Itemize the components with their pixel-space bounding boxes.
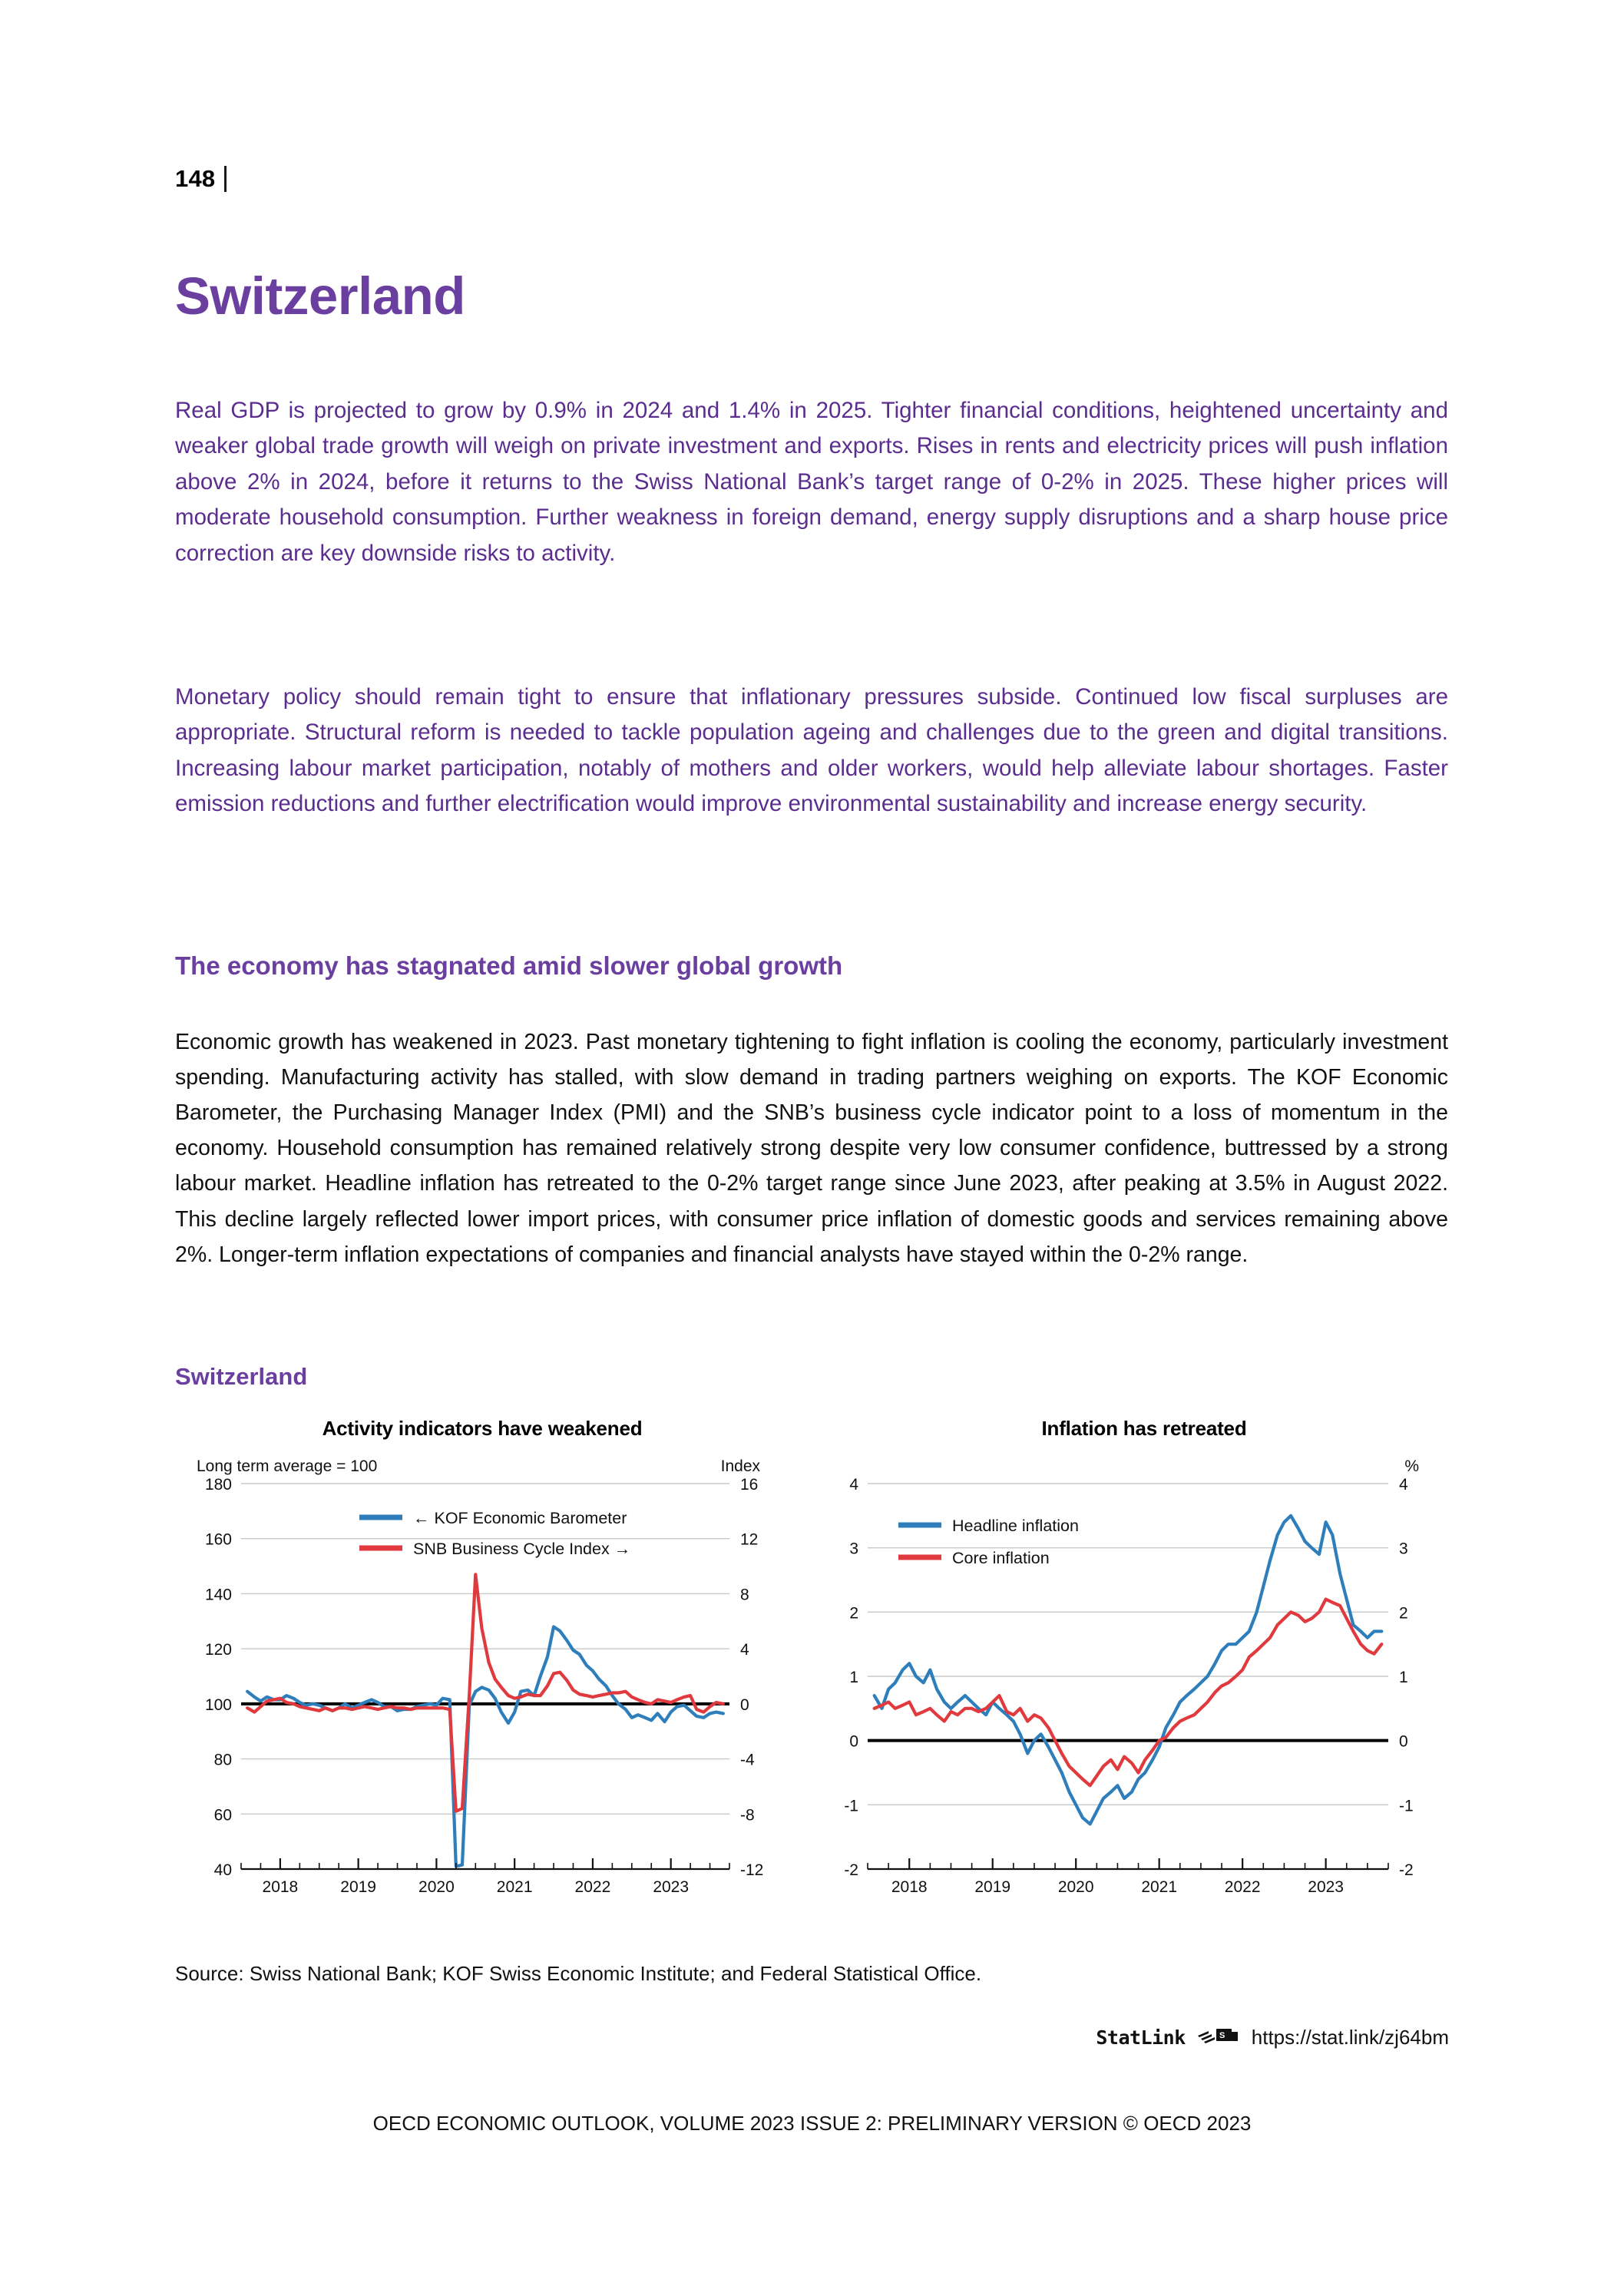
svg-text:2018: 2018 bbox=[891, 1878, 928, 1896]
svg-text:0: 0 bbox=[1399, 1732, 1408, 1751]
svg-text:2022: 2022 bbox=[574, 1878, 611, 1896]
svg-text:2023: 2023 bbox=[1308, 1878, 1344, 1896]
section-heading: The economy has stagnated amid slower global growth bbox=[175, 951, 843, 981]
svg-text:-2: -2 bbox=[1399, 1861, 1414, 1879]
svg-text:-12: -12 bbox=[740, 1861, 764, 1879]
svg-text:80: 80 bbox=[213, 1751, 232, 1769]
svg-text:2019: 2019 bbox=[974, 1878, 1011, 1896]
chart-title-inflation: Inflation has retreated bbox=[1041, 1417, 1247, 1440]
figure-group-label: Switzerland bbox=[175, 1363, 308, 1390]
figure-charts bbox=[175, 1417, 1450, 1939]
chart-inflation bbox=[837, 1417, 1451, 1939]
page-footer: OECD ECONOMIC OUTLOOK, VOLUME 2023 ISSUE 2: PRELIMINARY VERSION © OECD 2023 bbox=[372, 2112, 1252, 2135]
svg-text:8: 8 bbox=[740, 1586, 749, 1604]
svg-text:4: 4 bbox=[740, 1641, 749, 1659]
svg-text:Index: Index bbox=[720, 1457, 760, 1475]
svg-text:2: 2 bbox=[1399, 1604, 1408, 1623]
svg-text:Long term average = 100: Long term average = 100 bbox=[197, 1457, 378, 1475]
svg-text:4: 4 bbox=[1399, 1476, 1408, 1494]
svg-text:-2: -2 bbox=[844, 1861, 858, 1879]
svg-text:2021: 2021 bbox=[496, 1878, 533, 1896]
intro-paragraph-1: Real GDP is projected to grow by 0.9% in 2024 and 1.4% in 2025. Tighter financial conditions, heightened uncertainty and weaker global trade growth will weigh on private investment and exports. Rises in rents and electricity prices will push inflation above 2% in 2024, before it returns to the Swiss National Bank’s target range of 0-2% in 2025. These higher prices will moderate household consumption. Further weakness in foreign demand, energy supply disruptions and a sharp house price correction are key downside risks to activity. bbox=[175, 397, 1448, 566]
statlink-url[interactable]: https://stat.link/zj64bm bbox=[1251, 2026, 1449, 2049]
statlink-label: StatLink bbox=[1096, 2026, 1186, 2049]
svg-text:16: 16 bbox=[740, 1476, 759, 1494]
svg-text:2020: 2020 bbox=[418, 1878, 455, 1896]
svg-text:60: 60 bbox=[213, 1806, 232, 1825]
statlink-icon bbox=[1198, 2025, 1239, 2050]
svg-text:120: 120 bbox=[204, 1641, 232, 1659]
svg-text:40: 40 bbox=[213, 1861, 232, 1879]
svg-text:2019: 2019 bbox=[340, 1878, 376, 1896]
svg-text:%: % bbox=[1404, 1457, 1419, 1475]
chart-activity-indicators bbox=[175, 1417, 789, 1939]
svg-text:Headline inflation: Headline inflation bbox=[952, 1517, 1079, 1535]
svg-text:100: 100 bbox=[204, 1696, 232, 1714]
page-number-rule bbox=[224, 166, 227, 192]
svg-text:-4: -4 bbox=[740, 1751, 755, 1769]
svg-text:2018: 2018 bbox=[262, 1878, 299, 1896]
page-number: 148 bbox=[175, 165, 216, 192]
figure-source: Source: Swiss National Bank; KOF Swiss Economic Institute; and Federal Statistical Office. bbox=[175, 1962, 982, 1985]
svg-text:2020: 2020 bbox=[1057, 1878, 1094, 1896]
svg-text:4: 4 bbox=[849, 1476, 858, 1494]
svg-text:-8: -8 bbox=[740, 1806, 755, 1825]
chart-inflation-svg bbox=[837, 1444, 1451, 1935]
page-number-row bbox=[175, 165, 227, 193]
svg-text:180: 180 bbox=[204, 1476, 232, 1494]
chart-activity-svg bbox=[175, 1444, 789, 1935]
svg-text:160: 160 bbox=[204, 1530, 232, 1549]
svg-text:12: 12 bbox=[740, 1530, 759, 1549]
svg-text:2021: 2021 bbox=[1141, 1878, 1178, 1896]
svg-text:3: 3 bbox=[1399, 1540, 1408, 1558]
section-body-paragraph: Economic growth has weakened in 2023. Past monetary tightening to fight inflation is cooling the economy, particularly investment spending. Manufacturing activity has stalled, with slow demand in trading partners weighing on exports. The KOF Economic Barometer, the Purchasing Manager Index (PMI) and the SNB’s business cycle indicator point to a loss of momentum in the economy. Household consumption has remained relatively strong despite very low consumer confidence, buttressed by a strong labour market. Headline inflation has retreated to the 0-2% target range since June 2023, after peaking at 3.5% in August 2022. This decline largely reflected lower import prices, with consumer price inflation of domestic goods and services remaining above 2%. Longer-term inflation expectations of companies and financial analysts have stayed within the 0-2% range. bbox=[175, 1029, 1448, 1267]
svg-text:1: 1 bbox=[849, 1669, 858, 1686]
svg-text:1: 1 bbox=[1399, 1669, 1408, 1686]
chart-title-activity: Activity indicators have weakened bbox=[322, 1417, 643, 1440]
svg-text:140: 140 bbox=[204, 1586, 232, 1604]
svg-text:← KOF Economic Barometer: ← KOF Economic Barometer bbox=[413, 1509, 627, 1527]
svg-text:S: S bbox=[1219, 2031, 1225, 2040]
svg-text:Core inflation: Core inflation bbox=[952, 1549, 1050, 1567]
svg-text:2022: 2022 bbox=[1224, 1878, 1261, 1896]
statlink-row[interactable] bbox=[1096, 2025, 1449, 2050]
svg-text:SNB Business Cycle Index →: SNB Business Cycle Index → bbox=[413, 1540, 631, 1558]
svg-text:2023: 2023 bbox=[653, 1878, 690, 1896]
svg-text:2: 2 bbox=[849, 1604, 858, 1623]
page-title: Switzerland bbox=[175, 266, 465, 326]
svg-text:-1: -1 bbox=[1399, 1797, 1414, 1815]
svg-text:0: 0 bbox=[740, 1696, 749, 1714]
intro-paragraph-2: Monetary policy should remain tight to ensure that inflationary pressures subside. Continued low fiscal surpluses are appropriate. Structural reform is needed to tackle population ageing and challenges due to the green and digital transitions. Increasing labour market participation, notably of mothers and older workers, would help alleviate labour shortages. Faster emission reductions and further electrification would improve environmental sustainability and increase energy security. bbox=[175, 683, 1448, 816]
svg-text:-1: -1 bbox=[844, 1797, 858, 1815]
svg-text:0: 0 bbox=[849, 1732, 858, 1751]
svg-text:3: 3 bbox=[849, 1540, 858, 1558]
